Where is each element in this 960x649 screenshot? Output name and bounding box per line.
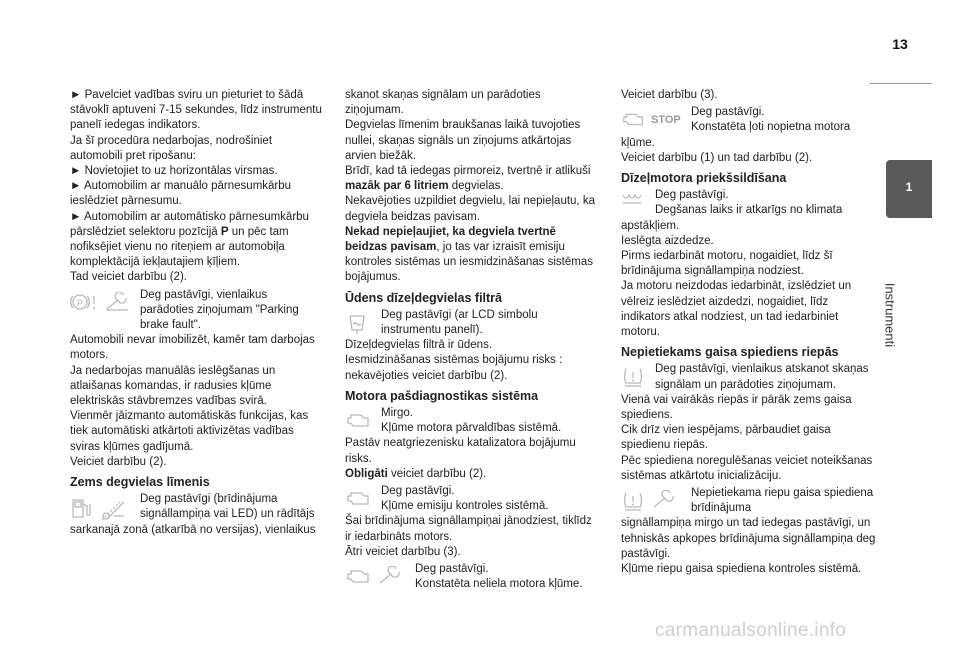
paragraph: Ja nedarbojas manuālās ieslēgšanas un atlaišanas komandas, ir radusies kļūme elektriskās stāvbremzes vadības svirā. xyxy=(70,364,276,408)
paragraph: Cik drīz vien iespējams, pārbaudiet gaisa spiedienu riepās. xyxy=(621,424,831,452)
heading-low-fuel: Zems degvielas līmenis xyxy=(70,475,210,490)
paragraph: Dīzeļdegvielas filtrā ir ūdens. xyxy=(345,339,493,352)
tyre-pressure-warning-icon xyxy=(621,490,645,512)
icon-description: Konstatēta ļoti nopietna motora xyxy=(691,121,851,134)
icon-description: Deg pastāvīgi, vienlaikus parādoties ziņojumam "Parking brake fault". xyxy=(140,288,299,332)
svg-text:STOP: STOP xyxy=(651,114,681,127)
paragraph: ► Novietojiet to uz horizontālas virsmas. xyxy=(70,165,278,178)
icon-row-engine-steady xyxy=(345,484,600,514)
fuel-pump-icon xyxy=(70,496,92,520)
icon-description: Deg pastāvīgi. xyxy=(381,485,455,498)
icon-description: Deg pastāvīgi (brīdinājuma signāllampiņa vai LED) un rādītājs xyxy=(140,493,315,521)
fuel-gauge-icon xyxy=(98,496,128,522)
paragraph: skanot skaņas signālam un parādoties ziņojumam. xyxy=(345,89,541,117)
paragraph: ► Automobilim ar automātisko pārnesumkārbu pārslēdziet selektoru pozīcijā P un pēc tam nofiksējiet vienu no riteņiem ar automobiļa komplektācijā iekļautajiem ķīļiem. xyxy=(70,210,309,269)
paragraph: Veiciet darbību (1) un tad darbību (2). xyxy=(621,151,813,164)
icon-row-engine-flash xyxy=(345,406,600,436)
icon-description: Deg pastāvīgi, vienlaikus atskanot skaņas signālam un parādoties ziņojumam. xyxy=(655,363,869,391)
icon-description: Kļūme motora pārvaldības sistēmā. xyxy=(381,422,562,435)
paragraph: Kļūme riepu gaisa spiediena kontroles sistēmā. xyxy=(621,563,862,576)
paragraph: Šai brīdinājuma signāllampiņai jānodziest, tiklīdz ir iedarbināts motors. xyxy=(345,515,592,543)
service-wrench-icon xyxy=(104,292,130,312)
icon-row-stop xyxy=(621,105,877,135)
icon-description: Nepietiekama riepu gaisa spiediena brīdinājuma xyxy=(691,487,874,515)
paragraph: Iesmidzināšanas sistēmas bojājumu risks : nekavējoties veiciet darbību (2). xyxy=(345,354,563,382)
engine-fault-icon xyxy=(345,488,371,508)
icon-description: Deg pastāvīgi. xyxy=(691,106,765,119)
engine-fault-icon xyxy=(345,566,371,586)
heading-engine-diagnostics: Motora pašdiagnostikas sistēma xyxy=(345,388,539,403)
engine-fault-icon xyxy=(345,410,371,430)
icon-description: Deg pastāvīgi (ar LCD simbolu instrumentu panelī). xyxy=(381,308,538,337)
icon-row-parking-brake xyxy=(70,288,322,334)
diesel-preheat-coil-icon xyxy=(621,192,643,206)
paragraph: Ja motoru neizdodas iedarbināt, izslēdziet un vēlreiz ieslēdziet aizdedzi, nogaidiet, līdz indikators atkal nodziest, un tad iedarbiniet motoru. xyxy=(621,280,852,339)
paragraph: Pirms iedarbināt motoru, nogaidiet, līdz šī brīdinājuma signāllampiņa nodziest. xyxy=(621,250,833,278)
icon-description: Konstatēta neliela motora kļūme. xyxy=(415,578,583,591)
water-in-diesel-filter-icon xyxy=(345,312,369,336)
section-title: Instrumenti xyxy=(882,282,898,348)
icon-row-engine-minor xyxy=(345,562,600,592)
paragraph: sarkanajā zonā (atkarībā no versijas), vienlaikus xyxy=(70,523,316,536)
engine-fault-icon xyxy=(621,109,645,129)
column-2 xyxy=(345,88,600,593)
paragraph: signāllampiņa mirgo un tad iedegas pastāvīgi, un tehniskās apkopes brīdinājuma signāllampiņa deg pastāvīgi. xyxy=(621,517,876,560)
paragraph: Pastāv neatgriezenisku katalizatora bojājumu risks. xyxy=(345,437,576,465)
icon-description: Degšanas laiks ir atkarīgs no klimata xyxy=(655,204,843,217)
service-wrench-icon xyxy=(377,566,403,586)
icon-description: Mirgo. xyxy=(381,407,413,420)
svg-text:P: P xyxy=(77,297,84,308)
chapter-number: 1 xyxy=(905,180,913,194)
icon-description: Deg pastāvīgi. xyxy=(415,563,489,576)
paragraph: Pēc spiediena noregulēšanas veiciet noteikšanas sistēmas atkārtotu inicializāciju. xyxy=(621,454,873,482)
column-3 xyxy=(621,88,877,577)
paragraph: Tad veiciet darbību (2). xyxy=(70,271,187,284)
paragraph: Nekavējoties uzpildiet degvielu, lai nepieļautu, ka degviela beidzas pavisam. xyxy=(345,195,595,223)
paragraph: Nekad nepieļaujiet, ka degviela tvertnē beidzas pavisam, jo tas var izraisīt emisiju kontroles sistēmas un iesmidzināšanas sistēmas bojājumus. xyxy=(345,225,593,284)
paragraph: Automobili nevar imobilizēt, kamēr tam darbojas motors. xyxy=(70,334,315,362)
icon-row-low-fuel xyxy=(70,492,322,522)
icon-description: Deg pastāvīgi. xyxy=(655,189,729,202)
page-number: 13 xyxy=(892,36,908,52)
paragraph: Veiciet darbību (2). xyxy=(70,455,167,468)
stop-warning-icon xyxy=(651,109,683,129)
column-1 xyxy=(70,88,322,538)
service-wrench-icon xyxy=(651,490,677,510)
paragraph: Degvielas līmenim braukšanas laikā tuvojoties nullei, skaņas signāls un ziņojums atkārtojas arvien biežāk. xyxy=(345,119,581,162)
heading-tyre-pressure: Nepietiekams gaisa spiediens riepās xyxy=(621,345,839,360)
paragraph: Ja šī procedūra nedarbojas, nodrošiniet automobili pret ripošanu: xyxy=(70,134,273,162)
icon-description: Kļūme emisiju kontroles sistēmā. xyxy=(381,500,549,513)
chapter-tab[interactable] xyxy=(886,160,932,218)
paragraph: Ātri veiciet darbību (3). xyxy=(345,545,461,558)
paragraph: kļūme. xyxy=(621,136,655,149)
paragraph: Veiciet darbību (3). xyxy=(621,89,718,101)
heading-water-in-fuel: Ūdens dīzeļdegvielas filtrā xyxy=(345,290,502,305)
parking-brake-warning-icon xyxy=(70,292,98,312)
icon-row-preheat xyxy=(621,188,877,218)
paragraph: Vienā vai vairākās riepās ir pārāk zems gaisa spiediens. xyxy=(621,393,852,422)
paragraph: apstākļiem. xyxy=(621,219,680,232)
icon-row-tyre-fault xyxy=(621,486,877,516)
tyre-pressure-warning-icon xyxy=(621,366,645,388)
icon-row-tyre xyxy=(621,362,877,392)
paragraph: ► Pavelciet vadības sviru un pieturiet to šādā stāvoklī aptuveni 7-15 sekundes, līdz instrumentu panelī iedegas indikators. xyxy=(70,89,322,132)
paragraph: Obligāti veiciet darbību (2). xyxy=(345,467,487,480)
tab-divider xyxy=(870,83,932,84)
paragraph: Vienmēr jāizmanto automātiskās funkcijas, kas tiek automātiski atkārtoti aktivizētas vadības sviras kļūmes gadījumā. xyxy=(70,410,309,453)
watermark: carmanualsonline.info xyxy=(655,620,847,641)
icon-row-water-in-fuel xyxy=(345,308,600,338)
paragraph: Brīdī, kad tā iedegas pirmoreiz, tvertnē ir atlikuši mazāk par 6 litriem degvielas. xyxy=(345,165,591,193)
paragraph: ► Automobilim ar manuālo pārnesumkārbu ieslēdziet pārnesumu. xyxy=(70,180,292,208)
heading-diesel-preheat: Dīzeļmotora priekšsildīšana xyxy=(621,171,787,186)
paragraph: Ieslēgta aizdedze. xyxy=(621,234,714,247)
